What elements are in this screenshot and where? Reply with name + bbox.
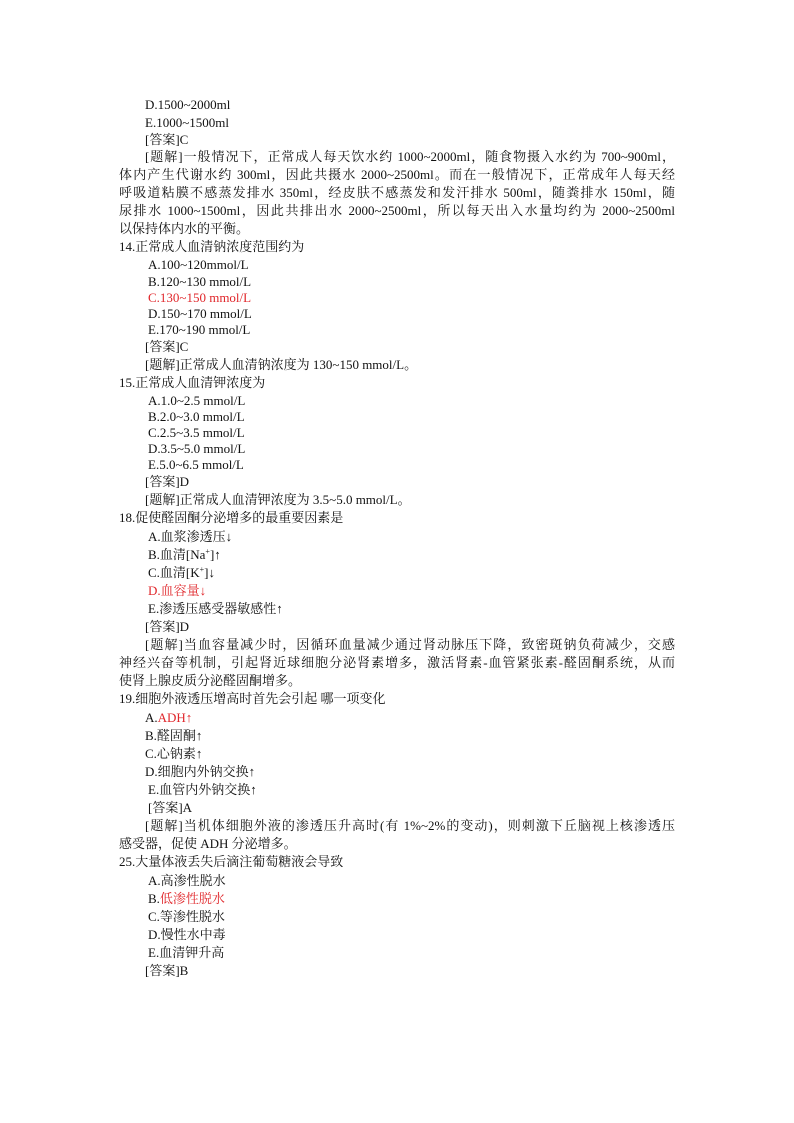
q14-option-e: E.170~190 mmol/L [148, 322, 251, 337]
q19-option-d: D.细胞内外钠交换↑ [145, 764, 256, 779]
q25-option-b: B.低渗性脱水 [148, 891, 225, 906]
q18-explanation-line: 神经兴奋等机制，引起肾近球细胞分泌肾素增多，激活肾素-血管紧张素-醛固酮系统，从而 [119, 655, 675, 670]
q25-option-a: A.高渗性脱水 [148, 873, 226, 888]
q19-option-b: B.醛固酮↑ [145, 728, 203, 743]
q15-option-a: A.1.0~2.5 mmol/L [148, 393, 246, 408]
q13-option-e: E.1000~1500ml [145, 115, 229, 130]
q19-answer: [答案]A [148, 800, 193, 815]
q25-option-c: C.等渗性脱水 [148, 909, 225, 924]
q14-question: 14.正常成人血清钠浓度范围约为 [119, 239, 305, 254]
q25-option-d: D.慢性水中毒 [148, 927, 226, 942]
q19-question: 19.细胞外液透压增高时首先会引起 哪一项变化 [119, 691, 386, 706]
q18-option-c: C.血清[K+]↓ [148, 565, 215, 580]
q13-option-d: D.1500~2000ml [145, 97, 231, 112]
q18-option-e: E.渗透压感受器敏感性↑ [148, 601, 283, 616]
q14-explanation: [题解]正常成人血清钠浓度为 130~150 mmol/L。 [145, 357, 418, 372]
q25-answer: [答案]B [145, 963, 189, 978]
q19-option-c: C.心钠素↑ [145, 746, 203, 761]
q15-option-e: E.5.0~6.5 mmol/L [148, 457, 244, 472]
q25-question: 25.大量体液丢失后滴注葡萄糖液会导致 [119, 854, 344, 869]
q19-option-e: E.血管内外钠交换↑ [148, 782, 257, 797]
q18-option-d-highlighted: D.血容量↓ [148, 583, 207, 598]
q18-explanation-line: 使肾上腺皮质分泌醛固酮增多。 [119, 673, 302, 688]
q15-option-b: B.2.0~3.0 mmol/L [148, 409, 245, 424]
q13-answer: [答案]C [145, 132, 189, 147]
q19-option-a-highlighted-text: ADH↑ [157, 710, 193, 725]
q18-question: 18.促使醛固酮分泌增多的最重要因素是 [119, 510, 344, 525]
q18-option-b: B.血清[Na+]↑ [148, 547, 221, 562]
q18-option-a: A.血浆渗透压↓ [148, 529, 233, 544]
q14-option-b: B.120~130 mmol/L [148, 274, 252, 289]
q13-explanation-line: 尿排水 1000~1500ml，因此共排出水 2000~2500ml，所以每天出入水量均约为 2000~2500ml [119, 203, 675, 218]
q14-answer: [答案]C [145, 339, 189, 354]
q15-option-c: C.2.5~3.5 mmol/L [148, 425, 245, 440]
q19-explanation-line: [题解]当机体细胞外液的渗透压升高时(有 1%~2%的变动)，则刺激下丘脑视上核渗透压 [145, 818, 675, 833]
q15-explanation: [题解]正常成人血清钾浓度为 3.5~5.0 mmol/L。 [145, 492, 411, 507]
q14-option-c-highlighted: C.130~150 mmol/L [148, 290, 252, 305]
q13-explanation-line: 体内产生代谢水约 300ml，因此共摄水 2000~2500ml。而在一般情况下，正常成年人每天经 [119, 167, 675, 182]
q15-answer: [答案]D [145, 474, 190, 489]
q13-explanation-line: [题解]一般情况下，正常成人每天饮水约 1000~2000ml，随食物摄入水约为 700~900ml， [145, 149, 675, 164]
q18-answer: [答案]D [145, 619, 190, 634]
q15-option-d: D.3.5~5.0 mmol/L [148, 441, 246, 456]
q13-explanation-line: 以保持体内水的平衡。 [119, 221, 250, 236]
q18-explanation-line: [题解]当血容量减少时，因循环血量减少通过肾动脉压下降，致密斑钠负荷减少，交感 [145, 637, 675, 652]
q13-explanation-line: 呼吸道粘膜不感蒸发排水 350ml，经皮肤不感蒸发和发汗排水 500ml，随粪排水 150ml，随 [119, 185, 675, 200]
q14-option-d: D.150~170 mmol/L [148, 306, 252, 321]
q19-option-a: A.ADH↑ [145, 710, 193, 725]
q19-explanation-line: 感受器，促使 ADH 分泌增多。 [119, 836, 297, 851]
q15-question: 15.正常成人血清钾浓度为 [119, 375, 266, 390]
q25-option-b-highlighted-text: 低渗性脱水 [159, 891, 225, 906]
q14-option-a: A.100~120mmol/L [148, 257, 249, 272]
q25-option-e: E.血清钾升高 [148, 945, 225, 960]
